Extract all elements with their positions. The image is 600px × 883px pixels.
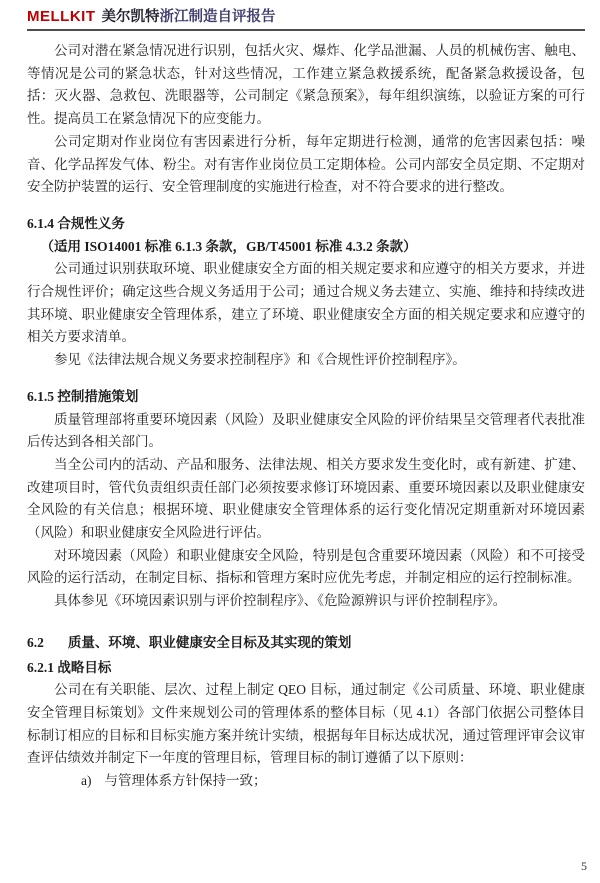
paragraph-compliance-obligations: 公司通过识别获取环境、职业健康安全方面的相关规定要求和应遵守的相关方要求，并进行合规性评价；确定这些合规义务适用于公司；通过合规义务去建立、实施、维持和持续改进其环境、职业健康安全管理体系，建立了环境、职业健康安全方面的相关规定要求和应遵守的相关方要求清单。: [27, 261, 585, 345]
section-number: 6.2: [27, 634, 44, 650]
paragraph-qeo-objectives: 公司在有关职能、层次、过程上制定 QEO 目标，通过制定《公司质量、环境、职业健康安全管理目标策划》文件来规划公司的管理体系的整体目标（见 4.1）各部门依据公司整体目标制订相应的目标和目标实施方案并统计实绩，根据每年目标达成状况，通过管理评审会议审查评估绩效并制定下一年度的管理目标，管理目标的制订遵循了以下原则：: [27, 682, 585, 766]
section-heading-6-1-4: 6.1.4 合规性义务: [27, 215, 125, 231]
applicable-standards-note: （适用 ISO14001 标准 6.1.3 条款，GB/T45001 标准 4.3.2 条款）: [40, 238, 417, 254]
section-heading-6-1-5: 6.1.5 控制措施策划: [27, 388, 139, 404]
list-item-text: 与管理体系方针保持一致；: [104, 773, 267, 789]
list-item-label: a): [81, 773, 92, 789]
header-company-name: 美尔凯特: [101, 9, 160, 25]
section-heading-6-2: [27, 632, 585, 655]
header-doc-title: 浙江制造自评报告: [159, 9, 276, 25]
paragraph-emergency-identification: 公司对潜在紧急情况进行识别，包括火灾、爆炸、化学品泄漏、人员的机械伤害、触电、等情况是公司的紧急状态，针对这些情况，工作建立紧急救援系统，配备紧急救援设备，包括：灭火器、急救包、洗眼器等，公司制定《紧急预案》，每年组织演练，以验证方案的可行性。提高员工在紧急情况下的应变能力。: [27, 43, 585, 127]
paragraph-priority-control: 对环境因素（风险）和职业健康安全风险，特别是包含重要环境因素（风险）和不可接受风险的运行活动，在制定目标、指标和管理方案时应优先考虑，并制定相应的运行控制标准。: [27, 547, 585, 586]
document-body: [27, 40, 585, 793]
brand-logo-text: MELLKIT: [27, 8, 96, 25]
paragraph-hazard-analysis: 公司定期对作业岗位有害因素进行分析，每年定期进行检测，通常的危害因素包括：噪音、化学品挥发气体、粉尘。对有害作业岗位员工定期体检。公司内部安全员定期、不定期对安全防护装置的运行、安全管理制度的实施进行检查，对不符合要求的进行整改。: [27, 133, 585, 195]
page-header: [27, 7, 585, 31]
list-item-a: [27, 770, 585, 793]
page-number: 5: [581, 859, 587, 873]
paragraph-procedures-reference: 具体参见《环境因素识别与评价控制程序》、《危险源辨识与评价控制程序》。: [54, 593, 507, 609]
section-heading-6-2-1: 6.2.1 战略目标: [27, 659, 112, 675]
section-title: 质量、环境、职业健康安全目标及其实现的策划: [67, 634, 352, 650]
paragraph-change-revision: 当全公司内的活动、产品和服务、法律法规、相关方要求发生变化时，或有新建、扩建、改建项目时，管代负责组织责任部门必须按要求修订环境因素、重要环境因素以及职业健康安全风险的有关信息；根据环境、职业健康安全管理体系的运行变化情况定期重新对环境因素（风险）和职业健康安全风险进行评估。: [27, 456, 585, 541]
paragraph-compliance-reference: 参见《法律法规合规义务要求控制程序》和《合规性评价控制程序》。: [54, 352, 466, 368]
paragraph-risk-evaluation-approval: 质量管理部将重要环境因素（风险）及职业健康安全风险的评价结果呈交管理者代表批准后传达到各相关部门。: [27, 411, 585, 450]
